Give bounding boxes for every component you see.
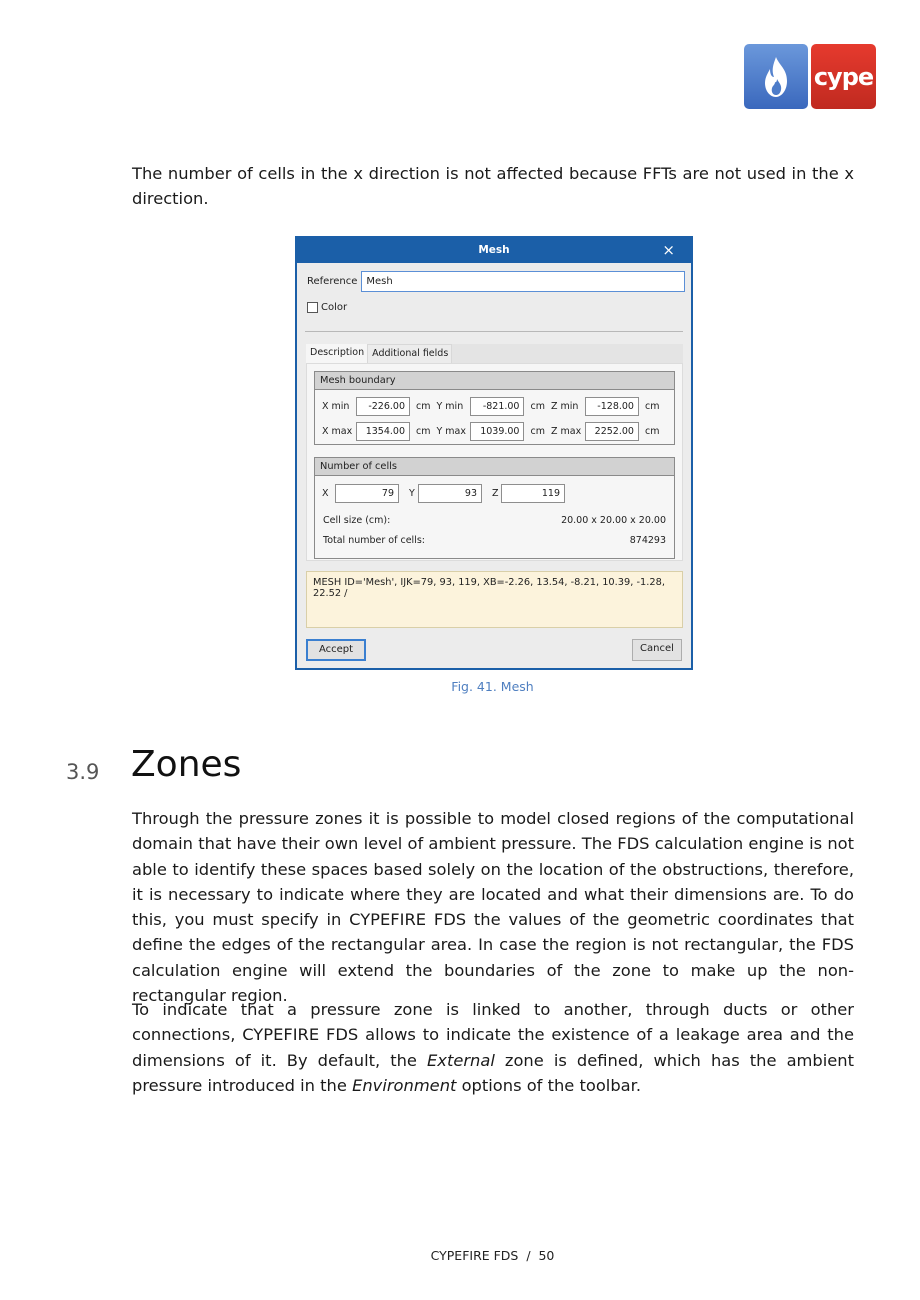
flame-icon	[744, 44, 808, 109]
text-span: options of the toolbar.	[456, 1075, 642, 1095]
x-cells-label: X	[322, 488, 329, 499]
color-checkbox[interactable]	[307, 302, 318, 313]
color-row	[307, 302, 347, 313]
cell-size-value: 20.00 x 20.00 x 20.00	[561, 515, 666, 526]
y-cells-label: Y	[409, 488, 415, 499]
number-of-cells-title: Number of cells	[315, 458, 674, 476]
accept-button[interactable]: Accept	[306, 639, 366, 661]
min-row	[322, 397, 665, 416]
section-number: 3.9	[66, 760, 100, 784]
divider	[305, 331, 683, 332]
zones-paragraph-1: Through the pressure zones it is possible to model closed regions of the computational domain that have their own level of ambient pressure. The FDS calculation engine is not able to identify these spaces based solely on the location of the obstructions, therefore, it is necessary to indicate where they are located and what their dimensions are. To do this, you must specify in CYPEFIRE FDS the values of the geometric coordinates that define the edges of the rectangular area. In case the region is not rectangular, the FDS calculation engine will extend the boundaries of the zone to make up the non-rectangular region.	[132, 809, 854, 1006]
mesh-boundary-title: Mesh boundary	[315, 372, 674, 390]
reference-label: Reference	[307, 276, 358, 287]
intro-paragraph: The number of cells in the x direction is not affected because FFTs are not used in the x direction.	[132, 164, 854, 209]
unit-label: cm	[644, 426, 660, 437]
cancel-button[interactable]: Cancel	[632, 639, 682, 661]
mesh-boundary-group	[314, 371, 675, 445]
reference-input[interactable]: Mesh	[361, 271, 685, 292]
number-of-cells-group	[314, 457, 675, 559]
y-min-input[interactable]: -821.00	[470, 397, 524, 416]
z-max-label: Z max	[550, 426, 582, 437]
dialog-title: Mesh	[478, 244, 510, 256]
reference-row	[307, 271, 685, 292]
tab-description[interactable]: Description	[306, 344, 367, 364]
z-cells-input[interactable]: 119	[501, 484, 565, 503]
tab-additional-fields[interactable]: Additional fields	[367, 344, 452, 364]
x-min-label: X min	[322, 401, 350, 412]
emphasis-external: External	[427, 1050, 495, 1070]
fds-output-box: MESH ID='Mesh', IJK=79, 93, 119, XB=-2.26, 13.54, -8.21, 10.39, -1.28, 22.52 /	[306, 571, 683, 628]
cell-size-label: Cell size (cm):	[323, 515, 391, 526]
cell-size-row	[323, 515, 666, 526]
unit-label: cm	[644, 401, 660, 412]
color-label: Color	[321, 302, 348, 313]
y-max-input[interactable]: 1039.00	[470, 422, 524, 441]
mesh-dialog	[295, 236, 693, 670]
x-max-label: X max	[322, 426, 353, 437]
y-min-label: Y min	[436, 401, 464, 412]
tab-bar	[306, 344, 683, 364]
section-title: Zones	[131, 744, 242, 785]
y-max-label: Y max	[436, 426, 467, 437]
cells-row	[322, 484, 565, 503]
unit-label: cm	[416, 401, 431, 412]
figure-caption: Fig. 41. Mesh	[451, 679, 534, 694]
z-min-label: Z min	[550, 401, 579, 412]
cype-logo	[744, 44, 876, 109]
total-cells-label: Total number of cells:	[323, 535, 425, 546]
dialog-titlebar	[297, 238, 691, 263]
x-max-input[interactable]: 1354.00	[356, 422, 410, 441]
close-icon[interactable]: ×	[662, 241, 675, 259]
cype-logo-text: cype	[811, 44, 876, 109]
zones-paragraph-2	[132, 997, 854, 1098]
z-max-input[interactable]: 2252.00	[585, 422, 639, 441]
text-span: zone is defined, which has the ambient pressure introduced in the	[132, 1050, 854, 1095]
max-row	[322, 422, 665, 441]
page-footer: CYPEFIRE FDS / 50	[430, 1248, 555, 1263]
unit-label: cm	[416, 426, 431, 437]
description-panel	[306, 363, 683, 561]
z-min-input[interactable]: -128.00	[585, 397, 639, 416]
z-cells-label: Z	[492, 488, 499, 499]
total-cells-row	[323, 535, 666, 546]
text-span: To indicate that a pressure zone is linked to another, through ducts or other connections, CYPEFIRE FDS allows to indicate the existence of a leakage area and the dimensions of it. By default, the	[132, 1000, 854, 1070]
y-cells-input[interactable]: 93	[418, 484, 482, 503]
total-cells-value: 874293	[629, 535, 666, 546]
unit-label: cm	[530, 426, 545, 437]
x-min-input[interactable]: -226.00	[356, 397, 410, 416]
unit-label: cm	[530, 401, 545, 412]
x-cells-input[interactable]: 79	[335, 484, 399, 503]
emphasis-environment: Environment	[352, 1075, 457, 1095]
